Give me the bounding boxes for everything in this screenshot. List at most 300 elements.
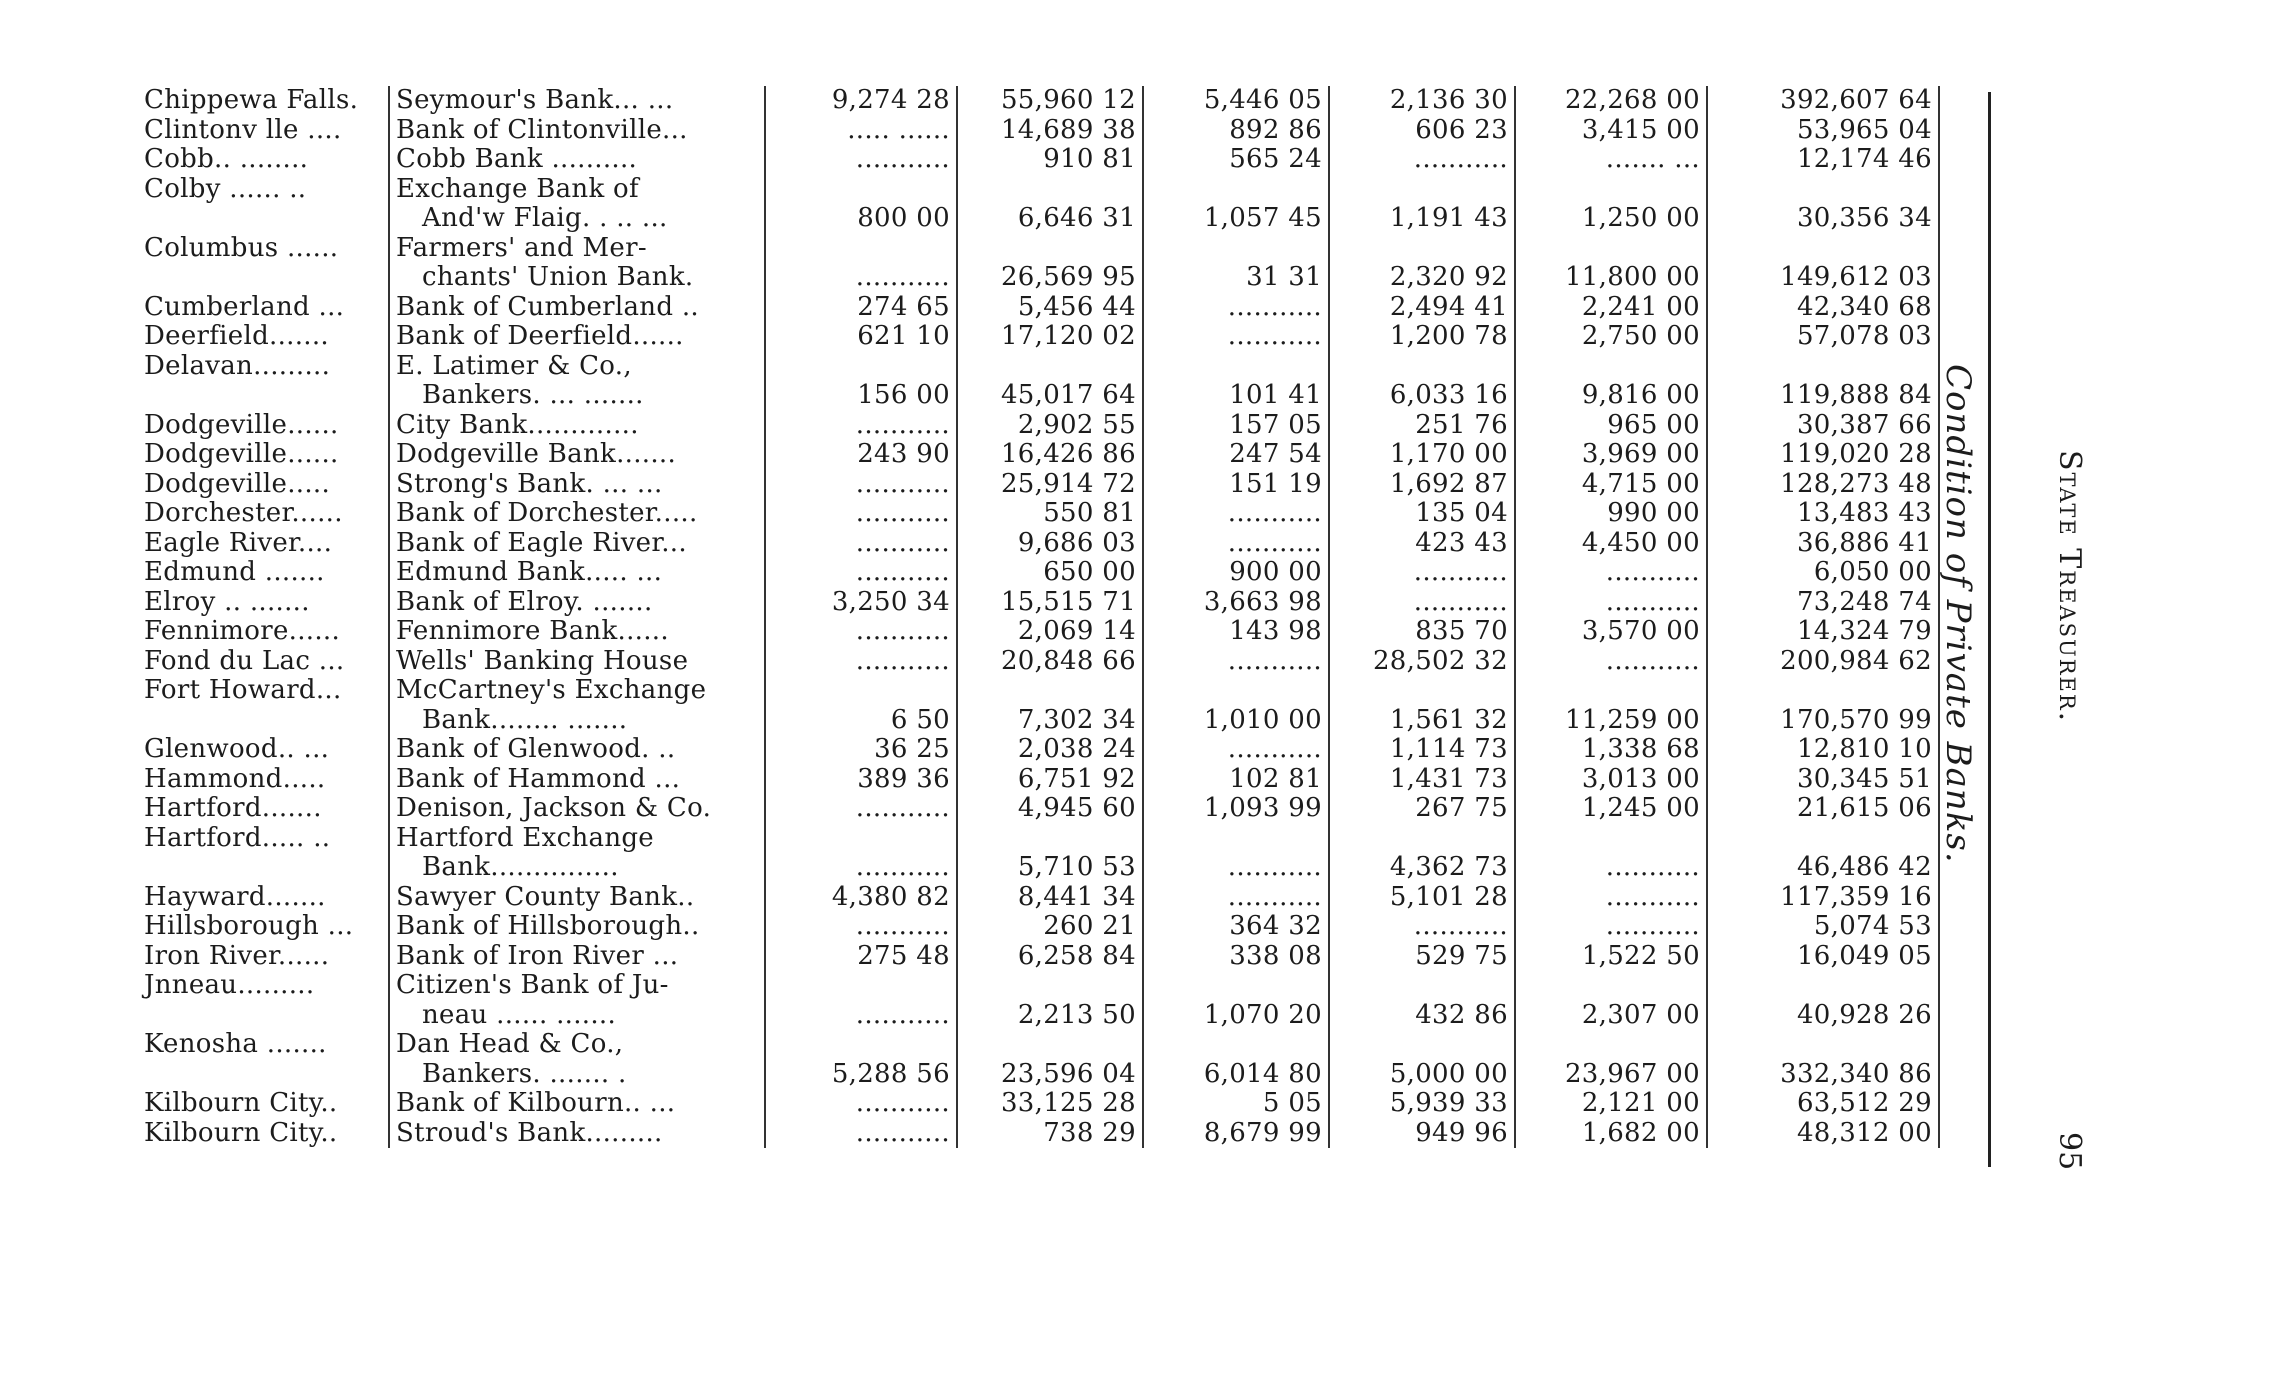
amount-cell-c2 <box>957 1030 1143 1060</box>
amount-cell-c2: 550 81 <box>957 499 1143 529</box>
table-row <box>138 735 1939 765</box>
town-cell: Iron River...... <box>144 940 330 971</box>
amount-cell-c4: 423 43 <box>1329 529 1515 559</box>
amount-cell-c5: 1,250 00 <box>1515 204 1707 234</box>
amount-cell-c4: 267 75 <box>1329 794 1515 824</box>
amount-cell-c2: 16,426 86 <box>957 440 1143 470</box>
amount-cell-c1 <box>765 824 957 854</box>
table-row <box>138 381 1939 411</box>
bank-cell: City Bank............. <box>389 411 765 441</box>
amount-cell-c3: 1,057 45 <box>1143 204 1329 234</box>
town-cell <box>138 853 389 883</box>
amount-cell-c1: ........... <box>765 1001 957 1031</box>
amount-cell-c2 <box>957 676 1143 706</box>
town-cell: Dorchester...... <box>144 498 343 528</box>
amount-cell-c1: 36 25 <box>765 735 957 765</box>
amount-cell-c3: ........... <box>1143 883 1329 913</box>
table-row <box>138 912 1939 942</box>
amount-cell-c5: 3,570 00 <box>1515 617 1707 647</box>
amount-cell-c2: 2,213 50 <box>957 1001 1143 1031</box>
amount-cell-c1 <box>765 175 957 205</box>
amount-cell-c5: ....... ... <box>1515 145 1707 175</box>
amount-cell-c4: 1,692 87 <box>1329 470 1515 500</box>
town-cell: Dodgeville...... <box>144 409 339 440</box>
amount-cell-c2 <box>957 971 1143 1001</box>
amount-cell-c1: 243 90 <box>765 440 957 470</box>
amount-cell-c5: 11,800 00 <box>1515 263 1707 293</box>
amount-cell-c4 <box>1329 824 1515 854</box>
amount-cell-c6: 53,965 04 <box>1707 116 1939 146</box>
amount-cell-c4: 1,561 32 <box>1329 706 1515 736</box>
amount-cell-c5: 23,967 00 <box>1515 1060 1707 1090</box>
amount-cell-c1: ........... <box>765 912 957 942</box>
amount-cell-c2: 7,302 34 <box>957 706 1143 736</box>
amount-cell-c3 <box>1143 234 1329 264</box>
amount-cell-c3: 3,663 98 <box>1143 588 1329 618</box>
amount-cell-c6: 73,248 74 <box>1707 588 1939 618</box>
amount-cell-c4: 251 76 <box>1329 411 1515 441</box>
amount-cell-c1: ........... <box>765 145 957 175</box>
amount-cell-c5: 2,241 00 <box>1515 293 1707 323</box>
table-row <box>138 676 1939 706</box>
amount-cell-c6 <box>1707 676 1939 706</box>
amount-cell-c1: 5,288 56 <box>765 1060 957 1090</box>
amount-cell-c4 <box>1329 1030 1515 1060</box>
amount-cell-c5: 4,715 00 <box>1515 470 1707 500</box>
amount-cell-c1: ........... <box>765 647 957 677</box>
bank-cell: Bank of Hammond ... <box>389 765 765 795</box>
amount-cell-c4: 2,136 30 <box>1329 86 1515 116</box>
amount-cell-c2: 20,848 66 <box>957 647 1143 677</box>
bank-cell: Farmers' and Mer- <box>389 234 765 264</box>
bank-cell: Dodgeville Bank....... <box>389 440 765 470</box>
amount-cell-c4: 5,101 28 <box>1329 883 1515 913</box>
amount-cell-c6: 392,607 64 <box>1707 86 1939 116</box>
table-row <box>138 352 1939 382</box>
amount-cell-c4: ........... <box>1329 558 1515 588</box>
bank-cell: Bank of Cumberland .. <box>389 293 765 323</box>
amount-cell-c6: 5,074 53 <box>1707 912 1939 942</box>
amount-cell-c5: 965 00 <box>1515 411 1707 441</box>
bank-cell: Seymour's Bank... ... <box>389 86 765 116</box>
amount-cell-c5: 11,259 00 <box>1515 706 1707 736</box>
amount-cell-c2: 14,689 38 <box>957 116 1143 146</box>
amount-cell-c4: 5,939 33 <box>1329 1089 1515 1119</box>
amount-cell-c4: 949 96 <box>1329 1119 1515 1149</box>
amount-cell-c5 <box>1515 1030 1707 1060</box>
town-cell <box>138 204 389 234</box>
town-cell <box>138 381 389 411</box>
town-cell: Cumberland ... <box>144 291 345 322</box>
amount-cell-c4: 5,000 00 <box>1329 1060 1515 1090</box>
amount-cell-c4: 2,494 41 <box>1329 293 1515 323</box>
amount-cell-c4: 432 86 <box>1329 1001 1515 1031</box>
page-number: 95 <box>2052 1132 2087 1171</box>
amount-cell-c6: 46,486 42 <box>1707 853 1939 883</box>
amount-cell-c2 <box>957 824 1143 854</box>
amount-cell-c3: 6,014 80 <box>1143 1060 1329 1090</box>
amount-cell-c2 <box>957 234 1143 264</box>
amount-cell-c4: 2,320 92 <box>1329 263 1515 293</box>
amount-cell-c4: 6,033 16 <box>1329 381 1515 411</box>
amount-cell-c4 <box>1329 175 1515 205</box>
amount-cell-c5 <box>1515 234 1707 264</box>
amount-cell-c4 <box>1329 352 1515 382</box>
bank-cell: Bank of Elroy. ....... <box>389 588 765 618</box>
amount-cell-c5 <box>1515 676 1707 706</box>
amount-cell-c4: ........... <box>1329 145 1515 175</box>
town-cell: Dodgeville..... <box>144 468 331 499</box>
bank-cell: neau ...... ....... <box>389 1001 765 1031</box>
town-cell: Hillsborough ... <box>144 911 354 941</box>
amount-cell-c6: 30,356 34 <box>1707 204 1939 234</box>
bank-cell: Hartford Exchange <box>389 824 765 854</box>
amount-cell-c1 <box>765 352 957 382</box>
town-cell: Eagle River.... <box>144 527 333 558</box>
amount-cell-c4: 135 04 <box>1329 499 1515 529</box>
amount-cell-c4: 1,191 43 <box>1329 204 1515 234</box>
amount-cell-c2: 6,751 92 <box>957 765 1143 795</box>
town-cell: Kenosha ....... <box>144 1029 327 1059</box>
amount-cell-c6 <box>1707 234 1939 264</box>
amount-cell-c6: 13,483 43 <box>1707 499 1939 529</box>
amount-cell-c6: 12,810 10 <box>1707 735 1939 765</box>
amount-cell-c2: 55,960 12 <box>957 86 1143 116</box>
bank-cell: Bank........ ....... <box>389 706 765 736</box>
amount-cell-c5: 2,307 00 <box>1515 1001 1707 1031</box>
amount-cell-c5 <box>1515 971 1707 1001</box>
amount-cell-c1 <box>765 1030 957 1060</box>
town-cell <box>138 263 389 293</box>
bank-cell: Sawyer County Bank.. <box>389 883 765 913</box>
table-row <box>138 145 1939 175</box>
bank-cell: Bank of Deerfield...... <box>389 322 765 352</box>
amount-cell-c6: 332,340 86 <box>1707 1060 1939 1090</box>
amount-cell-c3: 892 86 <box>1143 116 1329 146</box>
bank-cell: Bank of Hillsborough.. <box>389 912 765 942</box>
amount-cell-c3: 338 08 <box>1143 942 1329 972</box>
bank-cell: E. Latimer & Co., <box>389 352 765 382</box>
table-row <box>138 1060 1939 1090</box>
amount-cell-c5: 22,268 00 <box>1515 86 1707 116</box>
amount-cell-c5 <box>1515 175 1707 205</box>
amount-cell-c3: 151 19 <box>1143 470 1329 500</box>
table-row <box>138 558 1939 588</box>
amount-cell-c3: ........... <box>1143 647 1329 677</box>
amount-cell-c2: 260 21 <box>957 912 1143 942</box>
table-row <box>138 234 1939 264</box>
table-row <box>138 1119 1939 1149</box>
town-cell: Fennimore...... <box>144 616 341 646</box>
amount-cell-c2: 23,596 04 <box>957 1060 1143 1090</box>
bank-cell: Bank of Eagle River... <box>389 529 765 559</box>
amount-cell-c1: 3,250 34 <box>765 588 957 618</box>
bank-cell: Wells' Banking House <box>389 647 765 677</box>
amount-cell-c5: 1,338 68 <box>1515 735 1707 765</box>
town-cell: Dodgeville...... <box>144 439 339 469</box>
amount-cell-c6 <box>1707 971 1939 1001</box>
amount-cell-c5 <box>1515 352 1707 382</box>
amount-cell-c1: ........... <box>765 470 957 500</box>
amount-cell-c4: 4,362 73 <box>1329 853 1515 883</box>
amount-cell-c2: 2,069 14 <box>957 617 1143 647</box>
amount-cell-c6: 14,324 79 <box>1707 617 1939 647</box>
town-cell: Cobb.. ........ <box>144 144 309 174</box>
town-cell: Chippewa Falls. <box>144 85 359 115</box>
amount-cell-c3: 565 24 <box>1143 145 1329 175</box>
amount-cell-c1: ........... <box>765 853 957 883</box>
amount-cell-c3: 102 81 <box>1143 765 1329 795</box>
amount-cell-c2: 6,646 31 <box>957 204 1143 234</box>
table-row <box>138 883 1939 913</box>
table-row <box>138 470 1939 500</box>
amount-cell-c6: 170,570 99 <box>1707 706 1939 736</box>
town-cell <box>138 1060 389 1090</box>
table-row <box>138 116 1939 146</box>
table-row <box>138 86 1939 116</box>
amount-cell-c6: 30,387 66 <box>1707 411 1939 441</box>
amount-cell-c6: 149,612 03 <box>1707 263 1939 293</box>
amount-cell-c6: 63,512 29 <box>1707 1089 1939 1119</box>
town-cell <box>138 1001 389 1031</box>
amount-cell-c4: 1,200 78 <box>1329 322 1515 352</box>
amount-cell-c3: ........... <box>1143 322 1329 352</box>
table-row <box>138 765 1939 795</box>
bank-cell: Strong's Bank. ... ... <box>389 470 765 500</box>
amount-cell-c5: 1,682 00 <box>1515 1119 1707 1149</box>
amount-cell-c3: 101 41 <box>1143 381 1329 411</box>
section-title: Condition of Private Banks. <box>1938 364 1978 864</box>
town-cell: Kilbourn City.. <box>144 1088 338 1118</box>
town-cell: Elroy .. ....... <box>144 586 310 617</box>
bank-cell: Denison, Jackson & Co. <box>389 794 765 824</box>
town-cell: Hayward....... <box>144 881 326 912</box>
amount-cell-c3: 157 05 <box>1143 411 1329 441</box>
amount-cell-c1 <box>765 234 957 264</box>
amount-cell-c3: 1,093 99 <box>1143 794 1329 824</box>
amount-cell-c6: 42,340 68 <box>1707 293 1939 323</box>
town-cell: Delavan......... <box>144 350 331 381</box>
amount-cell-c3: 143 98 <box>1143 617 1329 647</box>
bank-cell: chants' Union Bank. <box>389 263 765 293</box>
amount-cell-c1: ........... <box>765 617 957 647</box>
town-cell: Hartford....... <box>144 793 322 823</box>
amount-cell-c2: 25,914 72 <box>957 470 1143 500</box>
bank-cell: Bank............... <box>389 853 765 883</box>
amount-cell-c2: 4,945 60 <box>957 794 1143 824</box>
amount-cell-c6: 6,050 00 <box>1707 558 1939 588</box>
amount-cell-c3 <box>1143 676 1329 706</box>
amount-cell-c5: 3,969 00 <box>1515 440 1707 470</box>
table-row <box>138 1001 1939 1031</box>
table-row <box>138 440 1939 470</box>
table-row <box>138 499 1939 529</box>
amount-cell-c3 <box>1143 1030 1329 1060</box>
amount-cell-c3: ........... <box>1143 529 1329 559</box>
amount-cell-c6: 200,984 62 <box>1707 647 1939 677</box>
amount-cell-c3: 1,070 20 <box>1143 1001 1329 1031</box>
amount-cell-c1: ........... <box>765 794 957 824</box>
town-cell: Kilbourn City.. <box>144 1117 338 1148</box>
amount-cell-c6: 48,312 00 <box>1707 1119 1939 1149</box>
bank-cell: Exchange Bank of <box>389 175 765 205</box>
amount-cell-c2: 650 00 <box>957 558 1143 588</box>
amount-cell-c5: ........... <box>1515 883 1707 913</box>
amount-cell-c6 <box>1707 824 1939 854</box>
town-cell: Columbus ...... <box>144 232 339 263</box>
amount-cell-c4 <box>1329 676 1515 706</box>
amount-cell-c3 <box>1143 175 1329 205</box>
amount-cell-c2: 738 29 <box>957 1119 1143 1149</box>
bank-cell: Stroud's Bank......... <box>389 1119 765 1149</box>
table-row <box>138 411 1939 441</box>
amount-cell-c3: 364 32 <box>1143 912 1329 942</box>
table-row <box>138 942 1939 972</box>
table-row <box>138 293 1939 323</box>
table-row <box>138 1089 1939 1119</box>
amount-cell-c1: 275 48 <box>765 942 957 972</box>
amount-cell-c1: 274 65 <box>765 293 957 323</box>
amount-cell-c3: ........... <box>1143 499 1329 529</box>
amount-cell-c5 <box>1515 824 1707 854</box>
amount-cell-c3 <box>1143 352 1329 382</box>
amount-cell-c5: ........... <box>1515 647 1707 677</box>
bank-cell: Dan Head & Co., <box>389 1030 765 1060</box>
amount-cell-c1: ..... ...... <box>765 116 957 146</box>
table-row <box>138 853 1939 883</box>
amount-cell-c6 <box>1707 352 1939 382</box>
bank-cell: And'w Flaig. . .. ... <box>389 204 765 234</box>
amount-cell-c5: ........... <box>1515 912 1707 942</box>
amount-cell-c2: 5,456 44 <box>957 293 1143 323</box>
amount-cell-c4: ........... <box>1329 588 1515 618</box>
town-cell <box>138 706 389 736</box>
amount-cell-c4: 28,502 32 <box>1329 647 1515 677</box>
town-cell: Deerfield....... <box>144 321 329 351</box>
amount-cell-c2: 26,569 95 <box>957 263 1143 293</box>
amount-cell-c5: 4,450 00 <box>1515 529 1707 559</box>
amount-cell-c1: ........... <box>765 263 957 293</box>
town-cell: Jnneau......... <box>144 970 315 1000</box>
amount-cell-c3: 31 31 <box>1143 263 1329 293</box>
amount-cell-c2: 2,038 24 <box>957 735 1143 765</box>
amount-cell-c2: 910 81 <box>957 145 1143 175</box>
amount-cell-c1: 156 00 <box>765 381 957 411</box>
amount-cell-c1: 9,274 28 <box>765 86 957 116</box>
amount-cell-c5: 1,245 00 <box>1515 794 1707 824</box>
bank-cell: Bank of Kilbourn.. ... <box>389 1089 765 1119</box>
amount-cell-c6: 119,888 84 <box>1707 381 1939 411</box>
table-row <box>138 588 1939 618</box>
amount-cell-c3: 5,446 05 <box>1143 86 1329 116</box>
amount-cell-c5: 1,522 50 <box>1515 942 1707 972</box>
table-row <box>138 617 1939 647</box>
amount-cell-c2: 15,515 71 <box>957 588 1143 618</box>
town-cell: Glenwood.. ... <box>144 734 330 764</box>
running-title: State Treasurer. <box>2052 450 2087 724</box>
amount-cell-c1: 6 50 <box>765 706 957 736</box>
town-cell: Fort Howard... <box>144 675 342 705</box>
amount-cell-c6 <box>1707 175 1939 205</box>
amount-cell-c5: ........... <box>1515 588 1707 618</box>
amount-cell-c2: 33,125 28 <box>957 1089 1143 1119</box>
bank-cell: Bank of Glenwood. .. <box>389 735 765 765</box>
amount-cell-c1: ........... <box>765 411 957 441</box>
amount-cell-c6: 30,345 51 <box>1707 765 1939 795</box>
private-banks-table <box>138 86 1940 1148</box>
bank-cell: Bankers. ....... . <box>389 1060 765 1090</box>
amount-cell-c4 <box>1329 234 1515 264</box>
amount-cell-c4: 529 75 <box>1329 942 1515 972</box>
table-row <box>138 204 1939 234</box>
bank-cell: Bankers. ... ....... <box>389 381 765 411</box>
amount-cell-c3: 247 54 <box>1143 440 1329 470</box>
table-row <box>138 1030 1939 1060</box>
amount-cell-c4: 1,114 73 <box>1329 735 1515 765</box>
bank-cell: Bank of Clintonville... <box>389 116 765 146</box>
amount-cell-c4: ........... <box>1329 912 1515 942</box>
bank-cell: McCartney's Exchange <box>389 676 765 706</box>
vertical-rule <box>1988 92 1991 1167</box>
town-cell: Clintonv lle .... <box>144 114 342 145</box>
table-row <box>138 794 1939 824</box>
amount-cell-c3 <box>1143 824 1329 854</box>
table-row <box>138 971 1939 1001</box>
amount-cell-c6 <box>1707 1030 1939 1060</box>
amount-cell-c6: 128,273 48 <box>1707 470 1939 500</box>
amount-cell-c2 <box>957 352 1143 382</box>
amount-cell-c6: 40,928 26 <box>1707 1001 1939 1031</box>
amount-cell-c6: 119,020 28 <box>1707 440 1939 470</box>
amount-cell-c2 <box>957 175 1143 205</box>
amount-cell-c3: ........... <box>1143 293 1329 323</box>
amount-cell-c1: ........... <box>765 499 957 529</box>
amount-cell-c4: 1,431 73 <box>1329 765 1515 795</box>
amount-cell-c1: ........... <box>765 1119 957 1149</box>
amount-cell-c6: 57,078 03 <box>1707 322 1939 352</box>
amount-cell-c5: 2,121 00 <box>1515 1089 1707 1119</box>
amount-cell-c5: 9,816 00 <box>1515 381 1707 411</box>
amount-cell-c1: ........... <box>765 558 957 588</box>
bank-cell: Cobb Bank .......... <box>389 145 765 175</box>
amount-cell-c1 <box>765 676 957 706</box>
amount-cell-c1: 389 36 <box>765 765 957 795</box>
amount-cell-c3: ........... <box>1143 853 1329 883</box>
amount-cell-c1: 800 00 <box>765 204 957 234</box>
amount-cell-c5: ........... <box>1515 853 1707 883</box>
table-body <box>138 86 1939 1148</box>
amount-cell-c3 <box>1143 971 1329 1001</box>
amount-cell-c3: 8,679 99 <box>1143 1119 1329 1149</box>
amount-cell-c4 <box>1329 971 1515 1001</box>
town-cell: Fond du Lac ... <box>144 645 345 676</box>
amount-cell-c5: 3,415 00 <box>1515 116 1707 146</box>
town-cell: Colby ...... .. <box>144 173 307 204</box>
amount-cell-c2: 2,902 55 <box>957 411 1143 441</box>
amount-cell-c2: 17,120 02 <box>957 322 1143 352</box>
amount-cell-c2: 6,258 84 <box>957 942 1143 972</box>
amount-cell-c1: 4,380 82 <box>765 883 957 913</box>
amount-cell-c1 <box>765 971 957 1001</box>
amount-cell-c3: 5 05 <box>1143 1089 1329 1119</box>
town-cell: Hartford..... .. <box>144 822 331 853</box>
amount-cell-c5: 2,750 00 <box>1515 322 1707 352</box>
amount-cell-c2: 8,441 34 <box>957 883 1143 913</box>
amount-cell-c6: 12,174 46 <box>1707 145 1939 175</box>
amount-cell-c6: 117,359 16 <box>1707 883 1939 913</box>
amount-cell-c3: 1,010 00 <box>1143 706 1329 736</box>
amount-cell-c1: ........... <box>765 1089 957 1119</box>
